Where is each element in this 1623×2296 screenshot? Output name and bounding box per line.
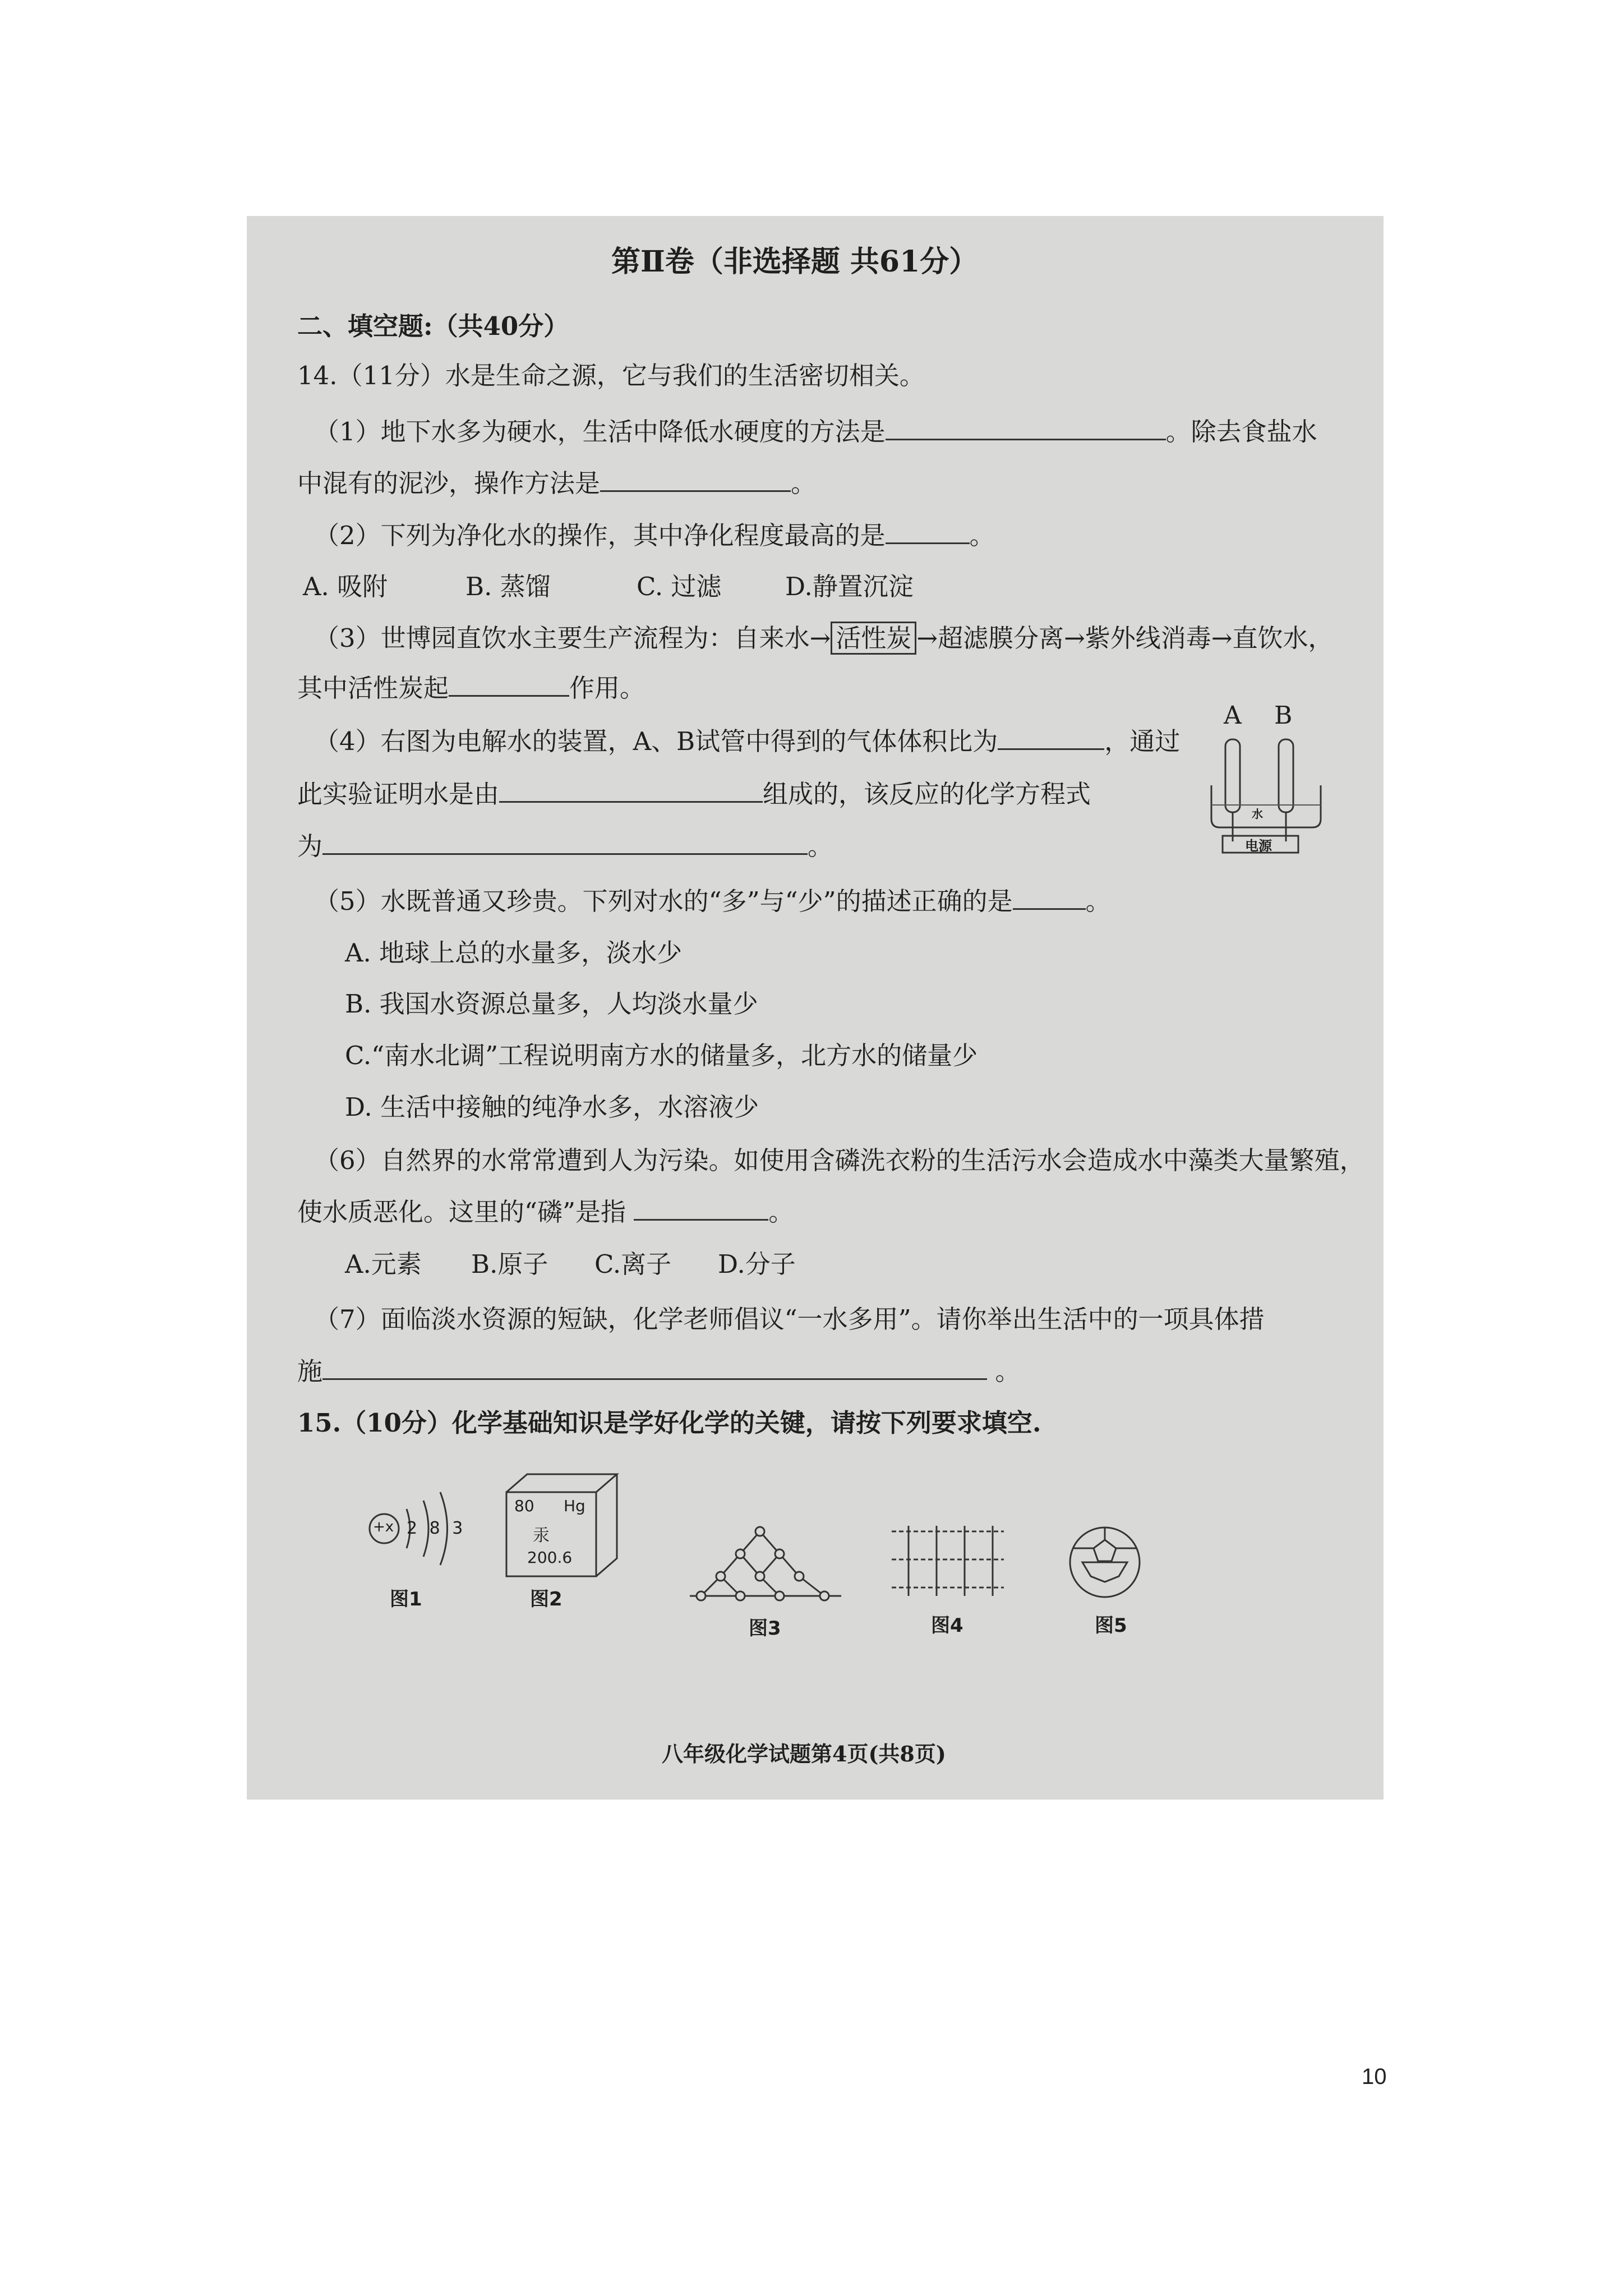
answer-blank [886,418,1166,440]
q14-part1-line1 [314,417,1317,447]
paper-title: 第Ⅱ卷（非选择题 共61分） [611,245,979,279]
q14-p3-text-end: →超滤膜分离→紫外线消毒→直饮水， [916,623,1334,653]
element-card-figure [502,1470,637,1611]
q14-p2-opt-d: D.静置沉淀 [785,572,914,601]
q14-p3-text3: 作用。 [569,673,645,703]
q14-p6-opt-c: C.离子 [594,1249,672,1279]
q14-p5-text: （5）水既普通又珍贵。下列对水的“多”与“少”的描述正确的是 [314,886,1013,916]
q14-p2-text: （2）下列为净化水的操作，其中净化程度最高的是 [314,521,886,550]
q14-p2-opt-b: B. 蒸馏 [465,572,551,601]
q14-part4-line1 [314,726,1180,757]
section-heading: 二、填空题:（共40分） [297,311,569,341]
element-name: 汞 [533,1526,550,1545]
fig4-label: 图4 [931,1614,963,1637]
answer-blank [322,1358,987,1380]
q15-stem: 15.（10分）化学基础知识是学好化学的关键，请按下列要求填空. [297,1408,1041,1438]
answer-blank [1013,888,1086,910]
answer-blank [449,675,569,697]
electrolysis-apparatus-figure [1200,701,1346,864]
q14-p6-opt-a: A.元素 [345,1249,422,1279]
q14-p1-text: （1）地下水多为硬水，生活中降低水硬度的方法是 [314,417,886,447]
period: 。 [1085,886,1111,916]
q14-p2-opt-a: A. 吸附 [303,572,388,601]
answer-blank [998,728,1104,750]
nucleus-charge: +x [373,1519,394,1535]
electron-shells: 2 8 3 [407,1519,467,1538]
page-number: 10 [1362,2064,1387,2089]
answer-blank [499,781,763,803]
water-label: 水 [1252,807,1263,821]
q14-p5-opt-a: A. 地球上总的水量多，淡水少 [345,938,683,968]
q14-part7-line2 [297,1356,1020,1387]
activated-carbon-box: 活性炭 [831,622,916,655]
q14-p5-opt-d: D. 生活中接触的纯净水多，水溶液少 [345,1092,759,1122]
q14-part7-line1: （7）面临淡水资源的短缺，化学老师倡议“一水多用”。请你举出生活中的一项具体措 [314,1304,1265,1334]
answer-blank [322,833,808,855]
answer-blank [600,470,791,492]
q14-part4-line2 [297,779,1091,809]
q14-p4-text-end: ，通过 [1104,726,1181,756]
q14-p6-opt-b: B.原子 [471,1249,548,1279]
q14-p6-text: 使水质恶化。这里的“磷”是指 [297,1197,626,1227]
q14-p4-text4: 为 [297,831,323,861]
period: 。 [969,521,995,550]
fig3-label: 图3 [749,1617,781,1640]
fullerene-drawing [1060,1523,1161,1602]
q14-part3-line1 [314,623,1333,654]
power-label: 电源 [1245,838,1272,854]
atomic-number: 80 [514,1497,534,1515]
q14-p4-text3: 组成的，该反应的化学方程式 [763,779,1091,809]
fig5-label: 图5 [1095,1614,1127,1637]
period: 。 [808,831,833,861]
fig1-label: 图1 [390,1588,422,1611]
q14-p7-text: 施 [297,1356,323,1386]
answer-blank [634,1199,768,1221]
tube-b-label: B [1274,701,1293,730]
graphite-lattice-drawing [886,1520,1009,1604]
q14-p3-text: （3）世博园直饮水主要生产流程为：自来水→ [314,623,831,653]
element-symbol: Hg [564,1497,585,1515]
page-footer: 八年级化学试题第4页(共8页) [662,1741,946,1766]
period: 。 [791,468,817,498]
q14-p2-opt-c: C. 过滤 [637,572,722,601]
diamond-lattice-drawing [684,1526,847,1604]
q14-p3-text2: 其中活性炭起 [297,673,449,703]
q14-part5 [314,886,1111,917]
q14-stem: 14.（11分）水是生命之源，它与我们的生活密切相关。 [297,361,925,390]
atom-structure-figure [367,1484,468,1611]
graphite-structure-figure [886,1520,1009,1638]
q14-p4-text: （4）右图为电解水的装置，A、B试管中得到的气体体积比为 [314,726,998,756]
q14-p5-opt-b: B. 我国水资源总量多，人均淡水量少 [345,989,758,1019]
fullerene-structure-figure [1060,1523,1161,1638]
q14-part6-line2 [297,1197,794,1227]
q14-p1-text2: 中混有的泥沙，操作方法是 [297,468,601,498]
tube-a-label: A [1224,701,1242,730]
q14-p6-opt-d: D.分子 [718,1249,796,1279]
q14-p4-text2: 此实验证明水是由 [297,779,500,809]
period: 。 [995,1356,1021,1386]
atomic-mass: 200.6 [527,1548,573,1567]
fig2-label: 图2 [530,1588,562,1611]
q14-part6-line1: （6）自然界的水常常遭到人为污染。如使用含磷洗衣粉的生活污水会造成水中藻类大量繁殖， [314,1145,1365,1175]
q14-p5-opt-c: C.“南水北调”工程说明南方水的储量多，北方水的储量少 [345,1041,978,1070]
period: 。 [768,1197,794,1227]
q14-p1-text-end: 。除去食盐水 [1165,417,1317,447]
answer-blank [886,522,970,544]
q14-part2 [314,521,995,551]
exam-photo [247,216,1384,1800]
q14-part1-line2 [297,468,816,499]
q14-part3-line2 [297,673,645,703]
electrolysis-drawing [1200,701,1346,864]
q14-part4-line3 [297,831,833,862]
diamond-structure-figure [684,1526,847,1638]
